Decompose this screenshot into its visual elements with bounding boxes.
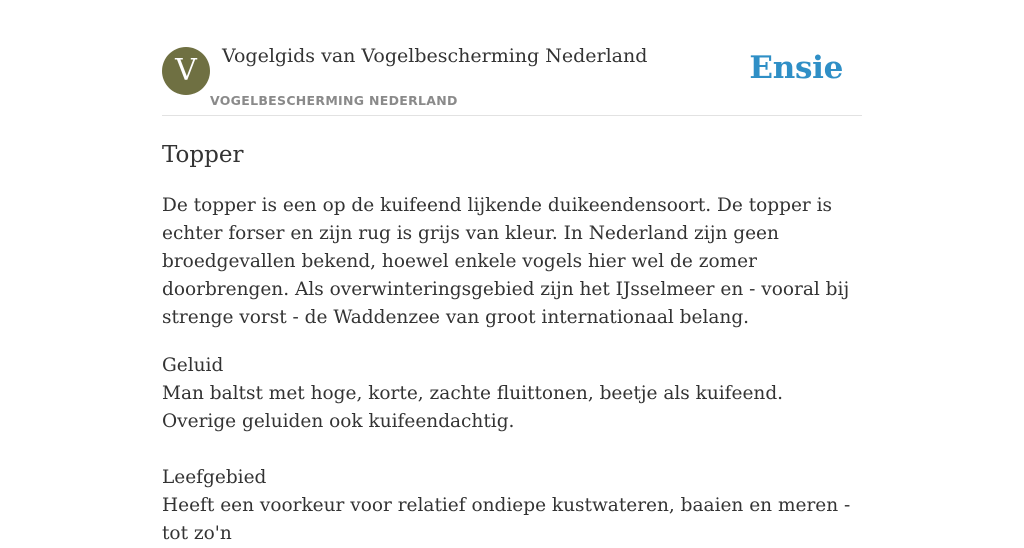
- book-avatar[interactable]: V: [162, 47, 210, 95]
- publisher-link[interactable]: VOGELBESCHERMING NEDERLAND: [210, 93, 458, 108]
- book-title-link[interactable]: Vogelgids van Vogelbescherming Nederland: [222, 45, 648, 67]
- entry-title: Topper: [162, 142, 244, 168]
- entry-paragraph-intro: De topper is een op de kuifeend lijkende duikeendensoort. De topper is echter forser en zijn rug is grijs van kleur. In Nederland zijn geen broedgevallen bekend, hoewel enkele vogels hier wel de zomer doorbrengen. Als overwinteringsgebied zijn het IJsselmeer en - vooral bij strenge vorst - de Waddenzee van groot internationaal belang.: [162, 195, 850, 328]
- entry-content: [162, 141, 862, 548]
- ensie-logo[interactable]: Ensie: [749, 50, 843, 86]
- page: [162, 0, 862, 544]
- entry-paragraph-sections: Geluid Man baltst met hoge, korte, zachte fluittonen, beetje als kuifeend. Overige geluiden ook kuifeendachtig. Leefgebied Heeft een voorkeur voor relatief ondiepe kustwateren, baaien en meren - tot zo'n: [162, 355, 851, 544]
- book-header: [162, 0, 862, 116]
